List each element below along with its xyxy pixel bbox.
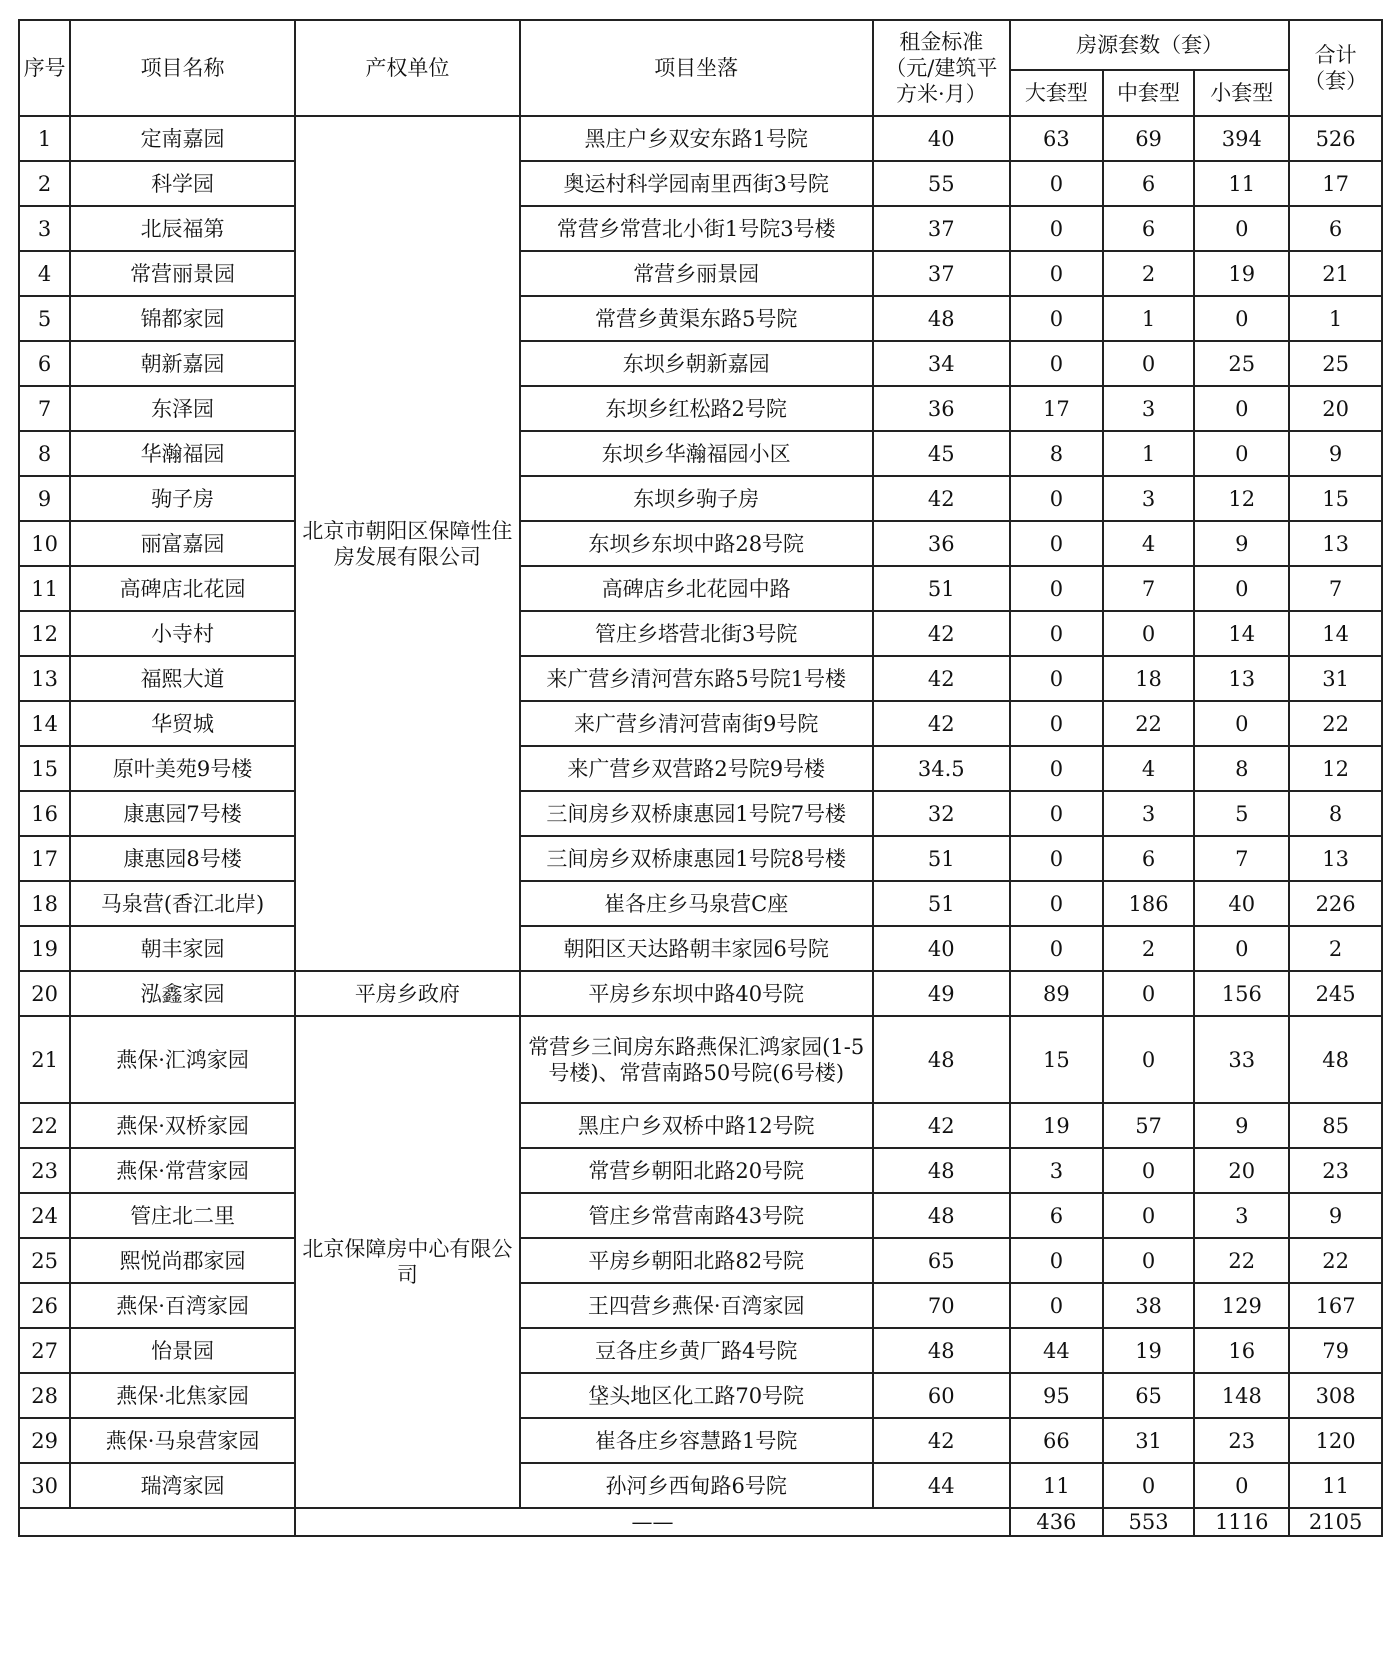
cell-rent: 42 — [873, 701, 1010, 746]
cell-small: 19 — [1194, 251, 1289, 296]
table-row — [19, 656, 1382, 701]
cell-medium: 0 — [1103, 971, 1195, 1016]
cell-name: 丽富嘉园 — [70, 521, 295, 566]
cell-seq: 11 — [19, 566, 70, 611]
cell-seq: 18 — [19, 881, 70, 926]
cell-location: 常营乡常营北小街1号院3号楼 — [520, 206, 873, 251]
cell-name: 华瀚福园 — [70, 431, 295, 476]
cell-total: 2 — [1289, 926, 1382, 971]
cell-rent: 42 — [873, 1103, 1010, 1148]
cell-medium: 6 — [1103, 206, 1195, 251]
cell-name: 北辰福第 — [70, 206, 295, 251]
cell-small: 33 — [1194, 1016, 1289, 1103]
table-row — [19, 296, 1382, 341]
cell-owner: 平房乡政府 — [295, 971, 520, 1016]
cell-small: 8 — [1194, 746, 1289, 791]
cell-location: 三间房乡双桥康惠园1号院7号楼 — [520, 791, 873, 836]
cell-rent: 48 — [873, 1328, 1010, 1373]
header-medium: 中套型 — [1103, 70, 1195, 116]
cell-small: 23 — [1194, 1418, 1289, 1463]
cell-rent: 51 — [873, 566, 1010, 611]
cell-name: 燕保·双桥家园 — [70, 1103, 295, 1148]
cell-medium: 2 — [1103, 251, 1195, 296]
cell-rent: 49 — [873, 971, 1010, 1016]
table-row — [19, 746, 1382, 791]
cell-total: 22 — [1289, 1238, 1382, 1283]
cell-name: 燕保·常营家园 — [70, 1148, 295, 1193]
header-owner: 产权单位 — [295, 20, 520, 116]
table-row — [19, 1373, 1382, 1418]
cell-medium: 0 — [1103, 1193, 1195, 1238]
cell-rent: 36 — [873, 521, 1010, 566]
cell-total: 11 — [1289, 1463, 1382, 1508]
cell-owner: 北京市朝阳区保障性住房发展有限公司 — [295, 116, 520, 971]
cell-seq: 13 — [19, 656, 70, 701]
cell-name: 燕保·马泉营家园 — [70, 1418, 295, 1463]
cell-seq: 3 — [19, 206, 70, 251]
cell-rent: 45 — [873, 431, 1010, 476]
cell-location: 来广营乡双营路2号院9号楼 — [520, 746, 873, 791]
cell-large: 0 — [1010, 296, 1103, 341]
cell-small: 25 — [1194, 341, 1289, 386]
totals-medium: 553 — [1103, 1508, 1195, 1536]
table-row — [19, 836, 1382, 881]
cell-name: 原叶美苑9号楼 — [70, 746, 295, 791]
table-row — [19, 521, 1382, 566]
table-row — [19, 791, 1382, 836]
table-row — [19, 161, 1382, 206]
cell-name: 燕保·汇鸿家园 — [70, 1016, 295, 1103]
cell-medium: 57 — [1103, 1103, 1195, 1148]
header-large: 大套型 — [1010, 70, 1103, 116]
cell-small: 0 — [1194, 206, 1289, 251]
cell-name: 瑞湾家园 — [70, 1463, 295, 1508]
cell-small: 7 — [1194, 836, 1289, 881]
cell-seq: 25 — [19, 1238, 70, 1283]
cell-medium: 4 — [1103, 521, 1195, 566]
cell-name: 马泉营(香江北岸) — [70, 881, 295, 926]
cell-seq: 28 — [19, 1373, 70, 1418]
table-row — [19, 1238, 1382, 1283]
cell-seq: 9 — [19, 476, 70, 521]
cell-seq: 8 — [19, 431, 70, 476]
cell-location: 来广营乡清河营东路5号院1号楼 — [520, 656, 873, 701]
cell-name: 锦都家园 — [70, 296, 295, 341]
cell-total: 20 — [1289, 386, 1382, 431]
cell-name: 燕保·百湾家园 — [70, 1283, 295, 1328]
cell-rent: 51 — [873, 836, 1010, 881]
cell-name: 华贸城 — [70, 701, 295, 746]
cell-location: 平房乡东坝中路40号院 — [520, 971, 873, 1016]
cell-large: 0 — [1010, 611, 1103, 656]
cell-small: 5 — [1194, 791, 1289, 836]
cell-total: 48 — [1289, 1016, 1382, 1103]
cell-medium: 3 — [1103, 791, 1195, 836]
cell-small: 0 — [1194, 1463, 1289, 1508]
table-row — [19, 611, 1382, 656]
cell-medium: 69 — [1103, 116, 1195, 161]
table-row — [19, 1418, 1382, 1463]
cell-total: 9 — [1289, 1193, 1382, 1238]
cell-rent: 55 — [873, 161, 1010, 206]
cell-total: 15 — [1289, 476, 1382, 521]
table-row — [19, 1463, 1382, 1508]
cell-seq: 16 — [19, 791, 70, 836]
cell-name: 怡景园 — [70, 1328, 295, 1373]
cell-rent: 60 — [873, 1373, 1010, 1418]
table-row — [19, 881, 1382, 926]
cell-location: 东坝乡朝新嘉园 — [520, 341, 873, 386]
cell-location: 常营乡黄渠东路5号院 — [520, 296, 873, 341]
cell-rent: 51 — [873, 881, 1010, 926]
cell-rent: 40 — [873, 116, 1010, 161]
cell-seq: 30 — [19, 1463, 70, 1508]
cell-medium: 1 — [1103, 296, 1195, 341]
cell-total: 226 — [1289, 881, 1382, 926]
cell-small: 0 — [1194, 701, 1289, 746]
cell-medium: 0 — [1103, 1148, 1195, 1193]
cell-location: 崔各庄乡容慧路1号院 — [520, 1418, 873, 1463]
cell-name: 泓鑫家园 — [70, 971, 295, 1016]
cell-rent: 42 — [873, 476, 1010, 521]
cell-location: 常营乡三间房东路燕保汇鸿家园(1-5号楼)、常营南路50号院(6号楼) — [520, 1016, 873, 1103]
cell-seq: 14 — [19, 701, 70, 746]
cell-large: 0 — [1010, 926, 1103, 971]
cell-small: 16 — [1194, 1328, 1289, 1373]
cell-total: 31 — [1289, 656, 1382, 701]
totals-small: 1116 — [1194, 1508, 1289, 1536]
cell-name: 小寺村 — [70, 611, 295, 656]
cell-rent: 42 — [873, 656, 1010, 701]
cell-large: 63 — [1010, 116, 1103, 161]
cell-seq: 19 — [19, 926, 70, 971]
header-rent: 租金标准（元/建筑平方米·月） — [873, 20, 1010, 116]
cell-small: 0 — [1194, 386, 1289, 431]
header-seq: 序号 — [19, 20, 70, 116]
cell-rent: 42 — [873, 611, 1010, 656]
table-row — [19, 1016, 1382, 1103]
cell-name: 燕保·北焦家园 — [70, 1373, 295, 1418]
cell-seq: 22 — [19, 1103, 70, 1148]
cell-seq: 12 — [19, 611, 70, 656]
cell-total: 245 — [1289, 971, 1382, 1016]
cell-rent: 42 — [873, 1418, 1010, 1463]
cell-total: 22 — [1289, 701, 1382, 746]
cell-seq: 6 — [19, 341, 70, 386]
housing-table — [18, 19, 1383, 1537]
cell-seq: 24 — [19, 1193, 70, 1238]
cell-name: 朝丰家园 — [70, 926, 295, 971]
cell-small: 9 — [1194, 1103, 1289, 1148]
cell-location: 黑庄户乡双安东路1号院 — [520, 116, 873, 161]
cell-small: 20 — [1194, 1148, 1289, 1193]
cell-name: 常营丽景园 — [70, 251, 295, 296]
cell-large: 0 — [1010, 1238, 1103, 1283]
header-name: 项目名称 — [70, 20, 295, 116]
cell-total: 14 — [1289, 611, 1382, 656]
header-total: 合计（套） — [1289, 20, 1382, 116]
cell-total: 526 — [1289, 116, 1382, 161]
cell-seq: 26 — [19, 1283, 70, 1328]
cell-seq: 4 — [19, 251, 70, 296]
cell-rent: 32 — [873, 791, 1010, 836]
cell-location: 来广营乡清河营南街9号院 — [520, 701, 873, 746]
cell-large: 0 — [1010, 566, 1103, 611]
cell-large: 17 — [1010, 386, 1103, 431]
cell-location: 东坝乡华瀚福园小区 — [520, 431, 873, 476]
cell-large: 0 — [1010, 476, 1103, 521]
totals-row — [19, 1508, 1382, 1536]
cell-large: 0 — [1010, 161, 1103, 206]
cell-large: 66 — [1010, 1418, 1103, 1463]
cell-rent: 65 — [873, 1238, 1010, 1283]
cell-large: 0 — [1010, 206, 1103, 251]
cell-small: 9 — [1194, 521, 1289, 566]
cell-location: 三间房乡双桥康惠园1号院8号楼 — [520, 836, 873, 881]
cell-total: 167 — [1289, 1283, 1382, 1328]
table-row — [19, 1148, 1382, 1193]
cell-small: 3 — [1194, 1193, 1289, 1238]
cell-small: 0 — [1194, 431, 1289, 476]
table-row — [19, 1103, 1382, 1148]
cell-seq: 17 — [19, 836, 70, 881]
cell-seq: 1 — [19, 116, 70, 161]
cell-total: 8 — [1289, 791, 1382, 836]
cell-seq: 21 — [19, 1016, 70, 1103]
cell-seq: 27 — [19, 1328, 70, 1373]
cell-large: 11 — [1010, 1463, 1103, 1508]
cell-rent: 48 — [873, 1016, 1010, 1103]
table-row — [19, 971, 1382, 1016]
cell-location: 奥运村科学园南里西街3号院 — [520, 161, 873, 206]
cell-large: 89 — [1010, 971, 1103, 1016]
cell-small: 22 — [1194, 1238, 1289, 1283]
cell-medium: 4 — [1103, 746, 1195, 791]
cell-location: 王四营乡燕保·百湾家园 — [520, 1283, 873, 1328]
cell-name: 熙悦尚郡家园 — [70, 1238, 295, 1283]
cell-name: 管庄北二里 — [70, 1193, 295, 1238]
cell-seq: 10 — [19, 521, 70, 566]
cell-medium: 6 — [1103, 836, 1195, 881]
cell-medium: 3 — [1103, 386, 1195, 431]
cell-name: 定南嘉园 — [70, 116, 295, 161]
cell-location: 东坝乡红松路2号院 — [520, 386, 873, 431]
table-row — [19, 701, 1382, 746]
cell-medium: 186 — [1103, 881, 1195, 926]
header-location: 项目坐落 — [520, 20, 873, 116]
cell-large: 0 — [1010, 791, 1103, 836]
table-row — [19, 116, 1382, 161]
cell-large: 8 — [1010, 431, 1103, 476]
cell-total: 21 — [1289, 251, 1382, 296]
cell-name: 康惠园7号楼 — [70, 791, 295, 836]
cell-medium: 2 — [1103, 926, 1195, 971]
cell-location: 豆各庄乡黄厂路4号院 — [520, 1328, 873, 1373]
cell-rent: 70 — [873, 1283, 1010, 1328]
table-row — [19, 386, 1382, 431]
cell-small: 13 — [1194, 656, 1289, 701]
cell-seq: 20 — [19, 971, 70, 1016]
cell-medium: 1 — [1103, 431, 1195, 476]
cell-location: 东坝乡东坝中路28号院 — [520, 521, 873, 566]
cell-small: 12 — [1194, 476, 1289, 521]
cell-small: 129 — [1194, 1283, 1289, 1328]
cell-large: 0 — [1010, 251, 1103, 296]
cell-location: 东坝乡驹子房 — [520, 476, 873, 521]
cell-small: 148 — [1194, 1373, 1289, 1418]
cell-location: 常营乡朝阳北路20号院 — [520, 1148, 873, 1193]
cell-total: 25 — [1289, 341, 1382, 386]
cell-rent: 48 — [873, 1193, 1010, 1238]
cell-total: 120 — [1289, 1418, 1382, 1463]
cell-small: 0 — [1194, 926, 1289, 971]
cell-medium: 0 — [1103, 341, 1195, 386]
cell-medium: 18 — [1103, 656, 1195, 701]
cell-medium: 65 — [1103, 1373, 1195, 1418]
cell-rent: 44 — [873, 1463, 1010, 1508]
cell-name: 高碑店北花园 — [70, 566, 295, 611]
cell-large: 0 — [1010, 521, 1103, 566]
table-row — [19, 431, 1382, 476]
cell-seq: 29 — [19, 1418, 70, 1463]
cell-total: 17 — [1289, 161, 1382, 206]
cell-medium: 22 — [1103, 701, 1195, 746]
table-row — [19, 341, 1382, 386]
cell-small: 156 — [1194, 971, 1289, 1016]
cell-large: 0 — [1010, 1283, 1103, 1328]
cell-total: 6 — [1289, 206, 1382, 251]
cell-seq: 2 — [19, 161, 70, 206]
cell-location: 管庄乡塔营北街3号院 — [520, 611, 873, 656]
cell-medium: 0 — [1103, 1238, 1195, 1283]
cell-name: 驹子房 — [70, 476, 295, 521]
cell-medium: 38 — [1103, 1283, 1195, 1328]
totals-total: 2105 — [1289, 1508, 1382, 1536]
cell-total: 79 — [1289, 1328, 1382, 1373]
cell-small: 394 — [1194, 116, 1289, 161]
cell-large: 44 — [1010, 1328, 1103, 1373]
table-row — [19, 566, 1382, 611]
cell-large: 3 — [1010, 1148, 1103, 1193]
table-row — [19, 1328, 1382, 1373]
cell-total: 9 — [1289, 431, 1382, 476]
totals-label-cell — [19, 1508, 295, 1536]
cell-rent: 34.5 — [873, 746, 1010, 791]
cell-large: 0 — [1010, 341, 1103, 386]
cell-large: 0 — [1010, 881, 1103, 926]
cell-location: 黑庄户乡双桥中路12号院 — [520, 1103, 873, 1148]
table-row — [19, 1193, 1382, 1238]
cell-location: 垡头地区化工路70号院 — [520, 1373, 873, 1418]
cell-name: 东泽园 — [70, 386, 295, 431]
cell-rent: 48 — [873, 296, 1010, 341]
cell-large: 0 — [1010, 656, 1103, 701]
cell-total: 308 — [1289, 1373, 1382, 1418]
cell-location: 高碑店乡北花园中路 — [520, 566, 873, 611]
cell-seq: 7 — [19, 386, 70, 431]
cell-large: 0 — [1010, 701, 1103, 746]
cell-name: 科学园 — [70, 161, 295, 206]
cell-total: 85 — [1289, 1103, 1382, 1148]
cell-total: 13 — [1289, 521, 1382, 566]
totals-large: 436 — [1010, 1508, 1103, 1536]
cell-location: 孙河乡西甸路6号院 — [520, 1463, 873, 1508]
cell-rent: 37 — [873, 206, 1010, 251]
cell-large: 19 — [1010, 1103, 1103, 1148]
cell-small: 11 — [1194, 161, 1289, 206]
totals-dash: —— — [295, 1508, 1010, 1536]
cell-name: 康惠园8号楼 — [70, 836, 295, 881]
table-row — [19, 926, 1382, 971]
cell-small: 40 — [1194, 881, 1289, 926]
cell-name: 福熙大道 — [70, 656, 295, 701]
cell-medium: 31 — [1103, 1418, 1195, 1463]
cell-medium: 6 — [1103, 161, 1195, 206]
table-row — [19, 206, 1382, 251]
cell-total: 23 — [1289, 1148, 1382, 1193]
cell-total: 7 — [1289, 566, 1382, 611]
header-small: 小套型 — [1194, 70, 1289, 116]
cell-seq: 15 — [19, 746, 70, 791]
cell-rent: 36 — [873, 386, 1010, 431]
table-row — [19, 1283, 1382, 1328]
cell-seq: 23 — [19, 1148, 70, 1193]
cell-total: 12 — [1289, 746, 1382, 791]
cell-medium: 0 — [1103, 1016, 1195, 1103]
cell-medium: 3 — [1103, 476, 1195, 521]
cell-location: 朝阳区天达路朝丰家园6号院 — [520, 926, 873, 971]
table-row — [19, 476, 1382, 521]
cell-small: 14 — [1194, 611, 1289, 656]
cell-large: 0 — [1010, 836, 1103, 881]
cell-location: 崔各庄乡马泉营C座 — [520, 881, 873, 926]
cell-large: 15 — [1010, 1016, 1103, 1103]
cell-medium: 0 — [1103, 611, 1195, 656]
cell-rent: 34 — [873, 341, 1010, 386]
cell-medium: 7 — [1103, 566, 1195, 611]
cell-total: 1 — [1289, 296, 1382, 341]
cell-name: 朝新嘉园 — [70, 341, 295, 386]
cell-total: 13 — [1289, 836, 1382, 881]
table-row — [19, 251, 1382, 296]
cell-location: 管庄乡常营南路43号院 — [520, 1193, 873, 1238]
cell-large: 0 — [1010, 746, 1103, 791]
cell-medium: 0 — [1103, 1463, 1195, 1508]
cell-location: 平房乡朝阳北路82号院 — [520, 1238, 873, 1283]
cell-small: 0 — [1194, 566, 1289, 611]
cell-small: 0 — [1194, 296, 1289, 341]
cell-rent: 40 — [873, 926, 1010, 971]
cell-medium: 19 — [1103, 1328, 1195, 1373]
cell-location: 常营乡丽景园 — [520, 251, 873, 296]
header-units: 房源套数（套） — [1010, 20, 1289, 70]
cell-rent: 48 — [873, 1148, 1010, 1193]
cell-rent: 37 — [873, 251, 1010, 296]
cell-seq: 5 — [19, 296, 70, 341]
cell-large: 95 — [1010, 1373, 1103, 1418]
cell-owner: 北京保障房中心有限公司 — [295, 1016, 520, 1508]
cell-large: 6 — [1010, 1193, 1103, 1238]
